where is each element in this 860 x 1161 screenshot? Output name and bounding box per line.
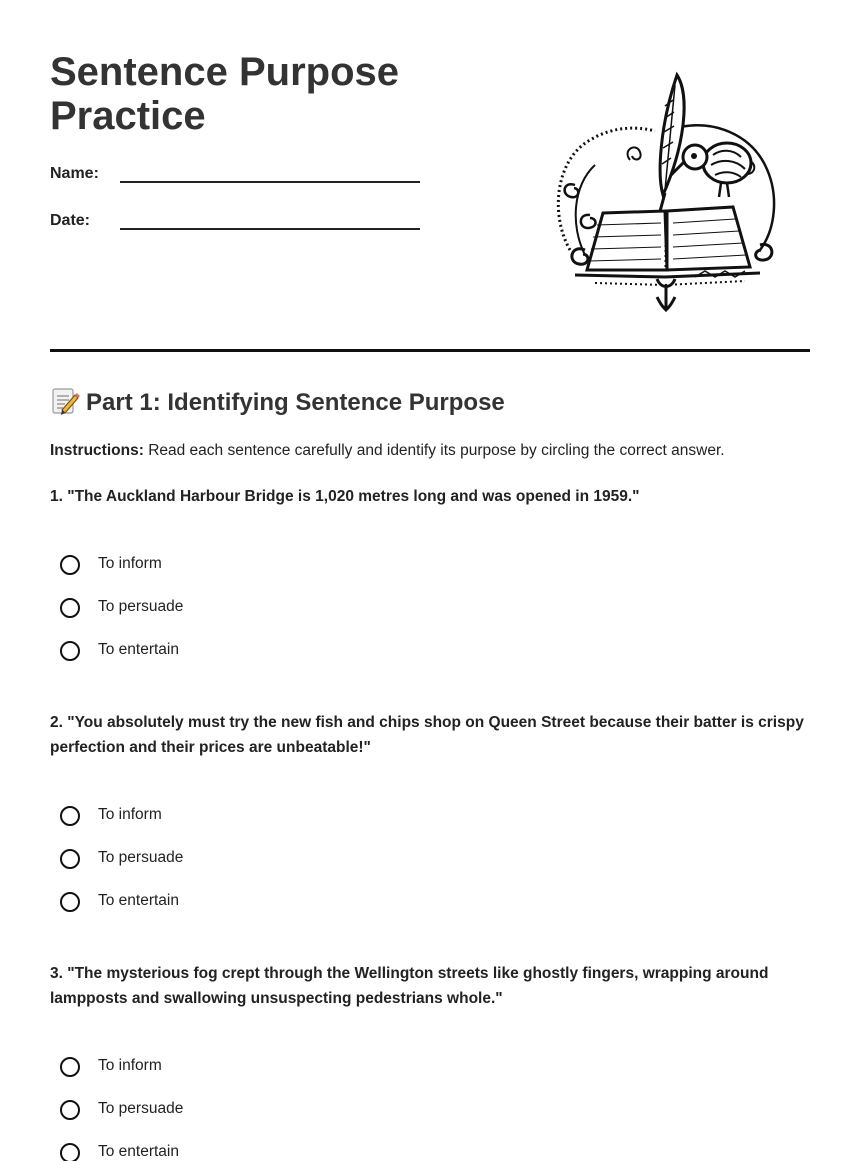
option-entertain[interactable] <box>60 1141 360 1161</box>
name-write-line[interactable] <box>120 181 420 183</box>
page-title: Sentence Purpose Practice <box>50 50 400 138</box>
option-label: To inform <box>98 1057 162 1074</box>
question-3 <box>50 961 810 1160</box>
option-label: To entertain <box>98 1143 179 1160</box>
option-inform[interactable] <box>60 804 360 847</box>
instructions-label: Instructions: <box>50 442 144 459</box>
radio-circle-icon[interactable] <box>60 1100 80 1120</box>
date-write-line[interactable] <box>120 228 420 230</box>
name-label: Name: <box>50 165 99 182</box>
radio-circle-icon[interactable] <box>60 849 80 869</box>
radio-circle-icon[interactable] <box>60 806 80 826</box>
option-persuade[interactable] <box>60 1098 360 1141</box>
answer-options <box>60 553 360 682</box>
option-entertain[interactable] <box>60 639 360 682</box>
option-label: To inform <box>98 806 162 823</box>
question-text: 1. "The Auckland Harbour Bridge is 1,020 metres long and was opened in 1959." <box>50 488 640 505</box>
radio-circle-icon[interactable] <box>60 641 80 661</box>
section-heading-text: Part 1: Identifying Sentence Purpose <box>86 389 505 416</box>
option-entertain[interactable] <box>60 890 360 933</box>
header-divider <box>50 349 810 352</box>
date-field[interactable] <box>50 212 420 242</box>
question-2 <box>50 710 810 909</box>
answer-options <box>60 804 360 933</box>
radio-circle-icon[interactable] <box>60 1057 80 1077</box>
radio-circle-icon[interactable] <box>60 555 80 575</box>
option-label: To inform <box>98 555 162 572</box>
option-label: To persuade <box>98 1100 184 1117</box>
question-1 <box>50 484 810 658</box>
radio-circle-icon[interactable] <box>60 892 80 912</box>
date-label: Date: <box>50 212 91 229</box>
name-field[interactable] <box>50 165 420 195</box>
radio-circle-icon[interactable] <box>60 1143 80 1161</box>
book-quill-kiwi-emblem-icon <box>545 65 785 315</box>
option-persuade[interactable] <box>60 596 360 639</box>
option-label: To entertain <box>98 892 179 909</box>
option-inform[interactable] <box>60 553 360 596</box>
question-text: 3. "The mysterious fog crept through the Wellington streets like ghostly fingers, wrapping around lampposts and swallowing unsuspecting pedestrians whole." <box>50 965 769 1007</box>
question-text: 2. "You absolutely must try the new fish and chips shop on Queen Street because their batter is crispy perfection and their prices are unbeatable!" <box>50 714 804 756</box>
instructions <box>50 440 725 462</box>
option-label: To persuade <box>98 598 184 615</box>
option-label: To persuade <box>98 849 184 866</box>
worksheet-header <box>50 50 810 320</box>
instructions-text: Read each sentence carefully and identify its purpose by circling the correct answer. <box>148 442 725 459</box>
radio-circle-icon[interactable] <box>60 598 80 618</box>
option-label: To entertain <box>98 641 179 658</box>
pencil-memo-icon <box>50 386 80 416</box>
answer-options <box>60 1055 360 1161</box>
section-heading <box>50 386 505 420</box>
option-persuade[interactable] <box>60 847 360 890</box>
option-inform[interactable] <box>60 1055 360 1098</box>
